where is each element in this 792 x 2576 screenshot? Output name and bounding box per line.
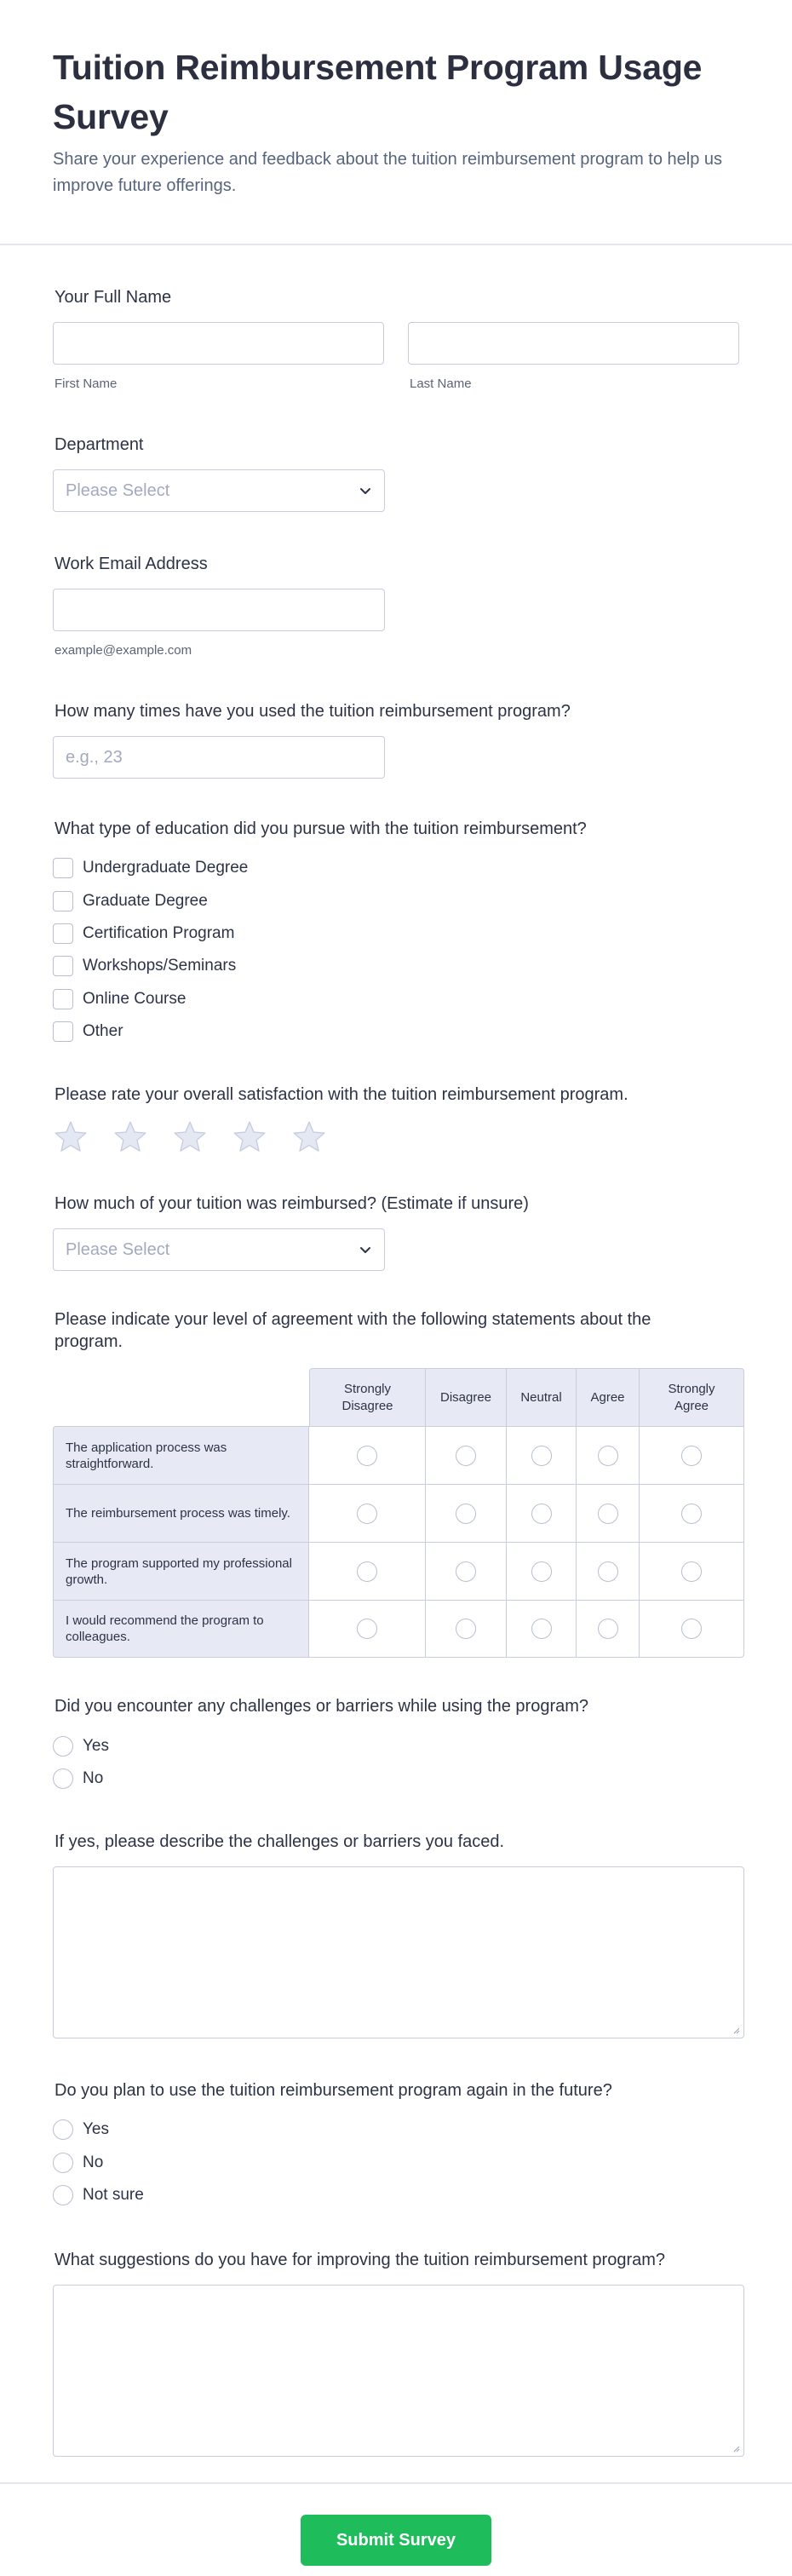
education-option[interactable] (53, 1015, 739, 1048)
challenges-desc-field (53, 1831, 739, 2038)
checkbox[interactable] (53, 891, 73, 911)
survey-form (0, 245, 792, 2457)
matrix-cell (640, 1426, 744, 1484)
star-icon[interactable] (291, 1119, 327, 1155)
last-name-col (408, 322, 739, 391)
matrix-cell (426, 1426, 507, 1484)
matrix-column-header: Strongly Disagree (309, 1368, 426, 1426)
matrix-column-header: Neutral (507, 1368, 577, 1426)
matrix-column-header: Strongly Agree (640, 1368, 744, 1426)
education-field (53, 818, 739, 1048)
matrix-column-header: Disagree (426, 1368, 507, 1426)
education-option-label: Certification Program (83, 923, 235, 942)
last-name-input[interactable] (408, 322, 739, 365)
matrix-cell (640, 1484, 744, 1542)
star-icon[interactable] (172, 1119, 208, 1155)
reimbursed-label: How much of your tuition was reimbursed? (Estimate if unsure) (55, 1194, 529, 1214)
matrix-radio[interactable] (456, 1619, 476, 1639)
education-option-label: Workshops/Seminars (83, 957, 237, 975)
use-again-label: Do you plan to use the tuition reimbursement program again in the future? (55, 2081, 612, 2101)
matrix-row-label: The application process was straightforward. (53, 1426, 309, 1484)
star-icon[interactable] (53, 1119, 89, 1155)
education-option-label: Undergraduate Degree (83, 859, 249, 877)
use-again-options (53, 2113, 739, 2211)
matrix-radio[interactable] (531, 1619, 552, 1639)
department-field (53, 434, 739, 512)
radio-button[interactable] (53, 2119, 73, 2140)
education-option-label: Graduate Degree (83, 891, 208, 910)
challenges-field (53, 1695, 739, 1795)
email-sublabel: example@example.com (55, 643, 192, 658)
matrix-row-label: The program supported my professional growth. (53, 1542, 309, 1600)
resize-handle-icon[interactable] (732, 2026, 740, 2034)
matrix-radio[interactable] (681, 1446, 702, 1466)
matrix-radio[interactable] (456, 1561, 476, 1582)
matrix-row (53, 1600, 744, 1658)
matrix-cell (507, 1600, 577, 1658)
matrix-radio[interactable] (681, 1619, 702, 1639)
checkbox[interactable] (53, 956, 73, 976)
form-footer (0, 2482, 792, 2566)
last-name-sublabel: Last Name (410, 377, 472, 391)
suggestions-field (53, 2249, 739, 2457)
matrix-radio[interactable] (357, 1446, 377, 1466)
education-option[interactable] (53, 950, 739, 982)
matrix-radio[interactable] (531, 1504, 552, 1524)
use-again-option[interactable] (53, 2113, 739, 2146)
use-again-option[interactable] (53, 2179, 739, 2211)
matrix-cell (309, 1600, 426, 1658)
times-used-field (53, 700, 739, 779)
agreement-label: Please indicate your level of agreement with the following statements about the program. (55, 1310, 651, 1352)
first-name-sublabel: First Name (55, 377, 118, 391)
matrix-column-header: Agree (577, 1368, 640, 1426)
times-used-label: How many times have you used the tuition reimbursement program? (55, 702, 571, 721)
submit-button[interactable]: Submit Survey (301, 2515, 491, 2566)
star-icon[interactable] (232, 1119, 267, 1155)
matrix-radio[interactable] (357, 1561, 377, 1582)
matrix-radio[interactable] (531, 1561, 552, 1582)
matrix-cell (309, 1426, 426, 1484)
matrix-cell (309, 1542, 426, 1600)
education-label: What type of education did you pursue with the tuition reimbursement? (55, 819, 587, 838)
matrix-cell (577, 1426, 640, 1484)
chevron-down-icon (359, 484, 372, 497)
education-option-label: Other (83, 1022, 123, 1041)
use-again-option-label: Not sure (83, 2186, 144, 2205)
agreement-matrix (53, 1368, 744, 1658)
matrix-radio[interactable] (598, 1561, 618, 1582)
page-subtitle: Share your experience and feedback about the tuition reimbursement program to help us improve future offerings. (53, 150, 723, 195)
challenges-option-label: No (83, 1768, 104, 1787)
checkbox[interactable] (53, 1021, 73, 1042)
matrix-radio[interactable] (681, 1504, 702, 1524)
matrix-cell (577, 1484, 640, 1542)
matrix-cell (426, 1484, 507, 1542)
matrix-row (53, 1542, 744, 1600)
email-field (53, 553, 739, 658)
matrix-cell (309, 1484, 426, 1542)
full-name-label: Your Full Name (55, 288, 172, 307)
education-option[interactable] (53, 917, 739, 950)
department-selected-value: Please Select (66, 480, 170, 500)
rating-label: Please rate your overall satisfaction with the tuition reimbursement program. (55, 1085, 628, 1105)
matrix-radio[interactable] (456, 1504, 476, 1524)
matrix-radio[interactable] (357, 1619, 377, 1639)
chevron-down-icon (359, 1243, 372, 1256)
education-option[interactable] (53, 983, 739, 1015)
matrix-radio[interactable] (531, 1446, 552, 1466)
matrix-cell (426, 1542, 507, 1600)
education-option[interactable] (53, 852, 739, 884)
department-select[interactable] (53, 469, 385, 512)
use-again-option-label: Yes (83, 2120, 109, 2139)
matrix-cell (507, 1484, 577, 1542)
challenges-desc-label: If yes, please describe the challenges or barriers you faced. (55, 1832, 505, 1852)
matrix-radio[interactable] (598, 1504, 618, 1524)
radio-button[interactable] (53, 2185, 73, 2205)
challenges-option[interactable] (53, 1762, 739, 1795)
education-options (53, 852, 739, 1048)
challenges-desc-textarea[interactable] (53, 1866, 744, 2038)
suggestions-label: What suggestions do you have for improving the tuition reimbursement program? (55, 2251, 666, 2270)
challenges-option[interactable] (53, 1729, 739, 1762)
checkbox[interactable] (53, 923, 73, 944)
reimbursed-field (53, 1193, 739, 1271)
matrix-cell (577, 1542, 640, 1600)
first-name-input[interactable] (53, 322, 384, 365)
matrix-radio[interactable] (456, 1446, 476, 1466)
first-name-col (53, 322, 384, 391)
email-label: Work Email Address (55, 555, 208, 573)
matrix-radio[interactable] (598, 1619, 618, 1639)
name-row (53, 322, 739, 391)
matrix-radio[interactable] (681, 1561, 702, 1582)
form-header (0, 0, 792, 245)
matrix-cell (426, 1600, 507, 1658)
checkbox[interactable] (53, 989, 73, 1009)
matrix-row-label: I would recommend the program to colleagues. (53, 1600, 309, 1658)
radio-button[interactable] (53, 1736, 73, 1757)
reimbursed-selected-value: Please Select (66, 1239, 170, 1259)
matrix-row-label: The reimbursement process was timely. (53, 1484, 309, 1542)
education-option-label: Online Course (83, 989, 187, 1008)
matrix-cell (640, 1542, 744, 1600)
radio-button[interactable] (53, 1768, 73, 1789)
matrix-cell (640, 1600, 744, 1658)
use-again-option[interactable] (53, 2147, 739, 2179)
matrix-row (53, 1426, 744, 1484)
times-used-input[interactable] (53, 736, 385, 779)
department-label: Department (55, 435, 144, 454)
radio-button[interactable] (53, 2153, 73, 2173)
matrix-cell (507, 1426, 577, 1484)
education-option[interactable] (53, 884, 739, 917)
challenges-options (53, 1729, 739, 1795)
matrix-corner (53, 1368, 309, 1426)
full-name-field (53, 286, 739, 391)
use-again-field (53, 2079, 739, 2211)
reimbursed-select[interactable] (53, 1228, 385, 1271)
matrix-row (53, 1484, 744, 1542)
challenges-label: Did you encounter any challenges or barriers while using the program? (55, 1697, 589, 1716)
matrix-cell (507, 1542, 577, 1600)
rating-field (53, 1084, 739, 1155)
star-icon[interactable] (112, 1119, 148, 1155)
matrix-cell (577, 1600, 640, 1658)
agreement-field (53, 1308, 739, 1658)
challenges-option-label: Yes (83, 1736, 109, 1755)
page-title: Tuition Reimbursement Program Usage Survey (53, 48, 703, 136)
use-again-option-label: No (83, 2153, 104, 2171)
matrix-header-row (53, 1368, 744, 1426)
matrix-radio[interactable] (598, 1446, 618, 1466)
resize-handle-icon[interactable] (732, 2444, 740, 2452)
matrix-radio[interactable] (357, 1504, 377, 1524)
star-rating (53, 1119, 739, 1155)
checkbox[interactable] (53, 858, 73, 878)
suggestions-textarea[interactable] (53, 2285, 744, 2457)
email-input[interactable] (53, 589, 385, 631)
